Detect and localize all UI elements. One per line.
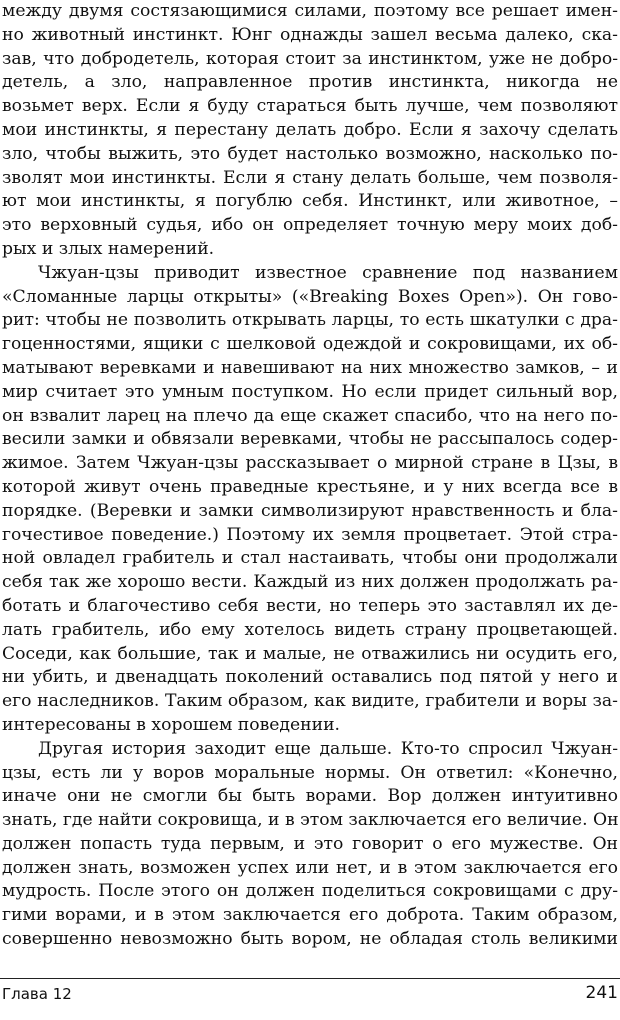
text-line: матывают веревками и навешивают на них множество замков, – и [2, 357, 618, 378]
text-line: ют мои инстинкты, я погублю себя. Инстинкт, или животное, – [2, 191, 618, 212]
text-line: интересованы в хорошем поведении. [2, 714, 341, 735]
text-line: это верховный судья, ибо он определяет точную меру моих доб- [2, 215, 618, 236]
text-line: гочестивое поведение.) Поэтому их земля процветает. Этой стра- [2, 524, 618, 545]
text-line: Другая история заходит еще дальше. Кто-то спросил Чжуан- [38, 738, 618, 759]
text-line: знать, где найти сокровища, и в этом заключается его величие. Он [2, 810, 619, 831]
body-text [2, 0, 618, 952]
page-number: 241 [585, 983, 618, 1003]
text-line: ни убить, и двенадцать поколений оставались под пятой у него и [2, 667, 618, 688]
text-line: он взвалит ларец на плечо да еще скажет спасибо, что на него по- [2, 405, 618, 426]
chapter-label: Глава 12 [2, 985, 72, 1003]
text-line: совершенно невозможно быть вором, не обладая столь великими [2, 929, 618, 950]
text-line: жимое. Затем Чжуан-цзы рассказывает о мирной стране в Цзы, в [2, 453, 618, 474]
text-line: мои инстинкты, я перестану делать добро. Если я захочу сделать [2, 119, 618, 140]
text-line: между двумя состязающимися силами, поэтому все решает имен- [2, 1, 618, 21]
text-line: «Сломанные ларцы открыты» («Breaking Boxes Open»). Он гово- [2, 286, 618, 307]
text-line: которой живут очень праведные крестьяне, и у них всегда все в [2, 476, 618, 497]
text-line: Соседи, как большие, так и малые, не отважились ни осудить его, [2, 643, 618, 664]
text-line: рит: чтобы не позволить открывать ларцы, то есть шкатулки с дра- [2, 310, 618, 331]
text-line: цзы, есть ли у воров моральные нормы. Он ответил: «Конечно, [2, 762, 618, 783]
text-line: но животный инстинкт. Юнг однажды зашел весьма далеко, ска- [2, 24, 618, 45]
text-line: зволят мои инстинкты. Если я стану делать больше, чем позволя- [2, 167, 618, 188]
text-line: его наследников. Таким образом, как видите, грабители и воры за- [2, 691, 618, 712]
text-line: возьмет верх. Если я буду стараться быть лучше, чем позволяют [2, 96, 618, 117]
text-line: порядке. (Веревки и замки символизируют нравственность и бла- [2, 500, 618, 521]
text-line: мир считает это умным поступком. Но если придет сильный вор, [2, 381, 618, 402]
text-line: зло, чтобы выжить, это будет настолько возможно, насколько по- [2, 143, 618, 164]
text-line: детель, а зло, направленное против инстинкта, никогда не [2, 72, 618, 93]
text-line: должен знать, возможен успех или нет, и в этом заключается его [2, 857, 618, 878]
text-line: зав, что добродетель, которая стоит за инстинктом, уже не добро- [2, 48, 618, 69]
footer-rule [0, 978, 620, 979]
text-line: себя так же хорошо вести. Каждый из них должен продолжать ра- [2, 572, 618, 593]
text-line: рых и злых намерений. [2, 238, 215, 259]
text-line: гими ворами, и в этом заключается его доброта. Таким образом, [2, 905, 618, 926]
text-line: Чжуан-цзы приводит известное сравнение под названием [38, 262, 618, 283]
text-line: гоценностями, ящики с шелковой одеждой и сокровищами, их об- [2, 334, 618, 355]
text-line: иначе они не смогли бы быть ворами. Вор должен интуитивно [2, 786, 618, 807]
text-line: мудрость. После этого он должен поделиться сокровищами с дру- [2, 881, 618, 902]
text-line: ботать и благочестиво себя вести, но теперь это заставлял их де- [2, 595, 618, 616]
text-line: весили замки и обвязали веревками, чтобы не рассыпалось содер- [2, 429, 618, 450]
text-line: лать грабитель, ибо ему хотелось видеть страну процветающей. [2, 619, 618, 640]
text-line: ной овладел грабитель и стал настаивать, чтобы они продолжали [2, 548, 618, 569]
text-line: должен попасть туда первым, и это говорит о его мужестве. Он [2, 833, 618, 854]
